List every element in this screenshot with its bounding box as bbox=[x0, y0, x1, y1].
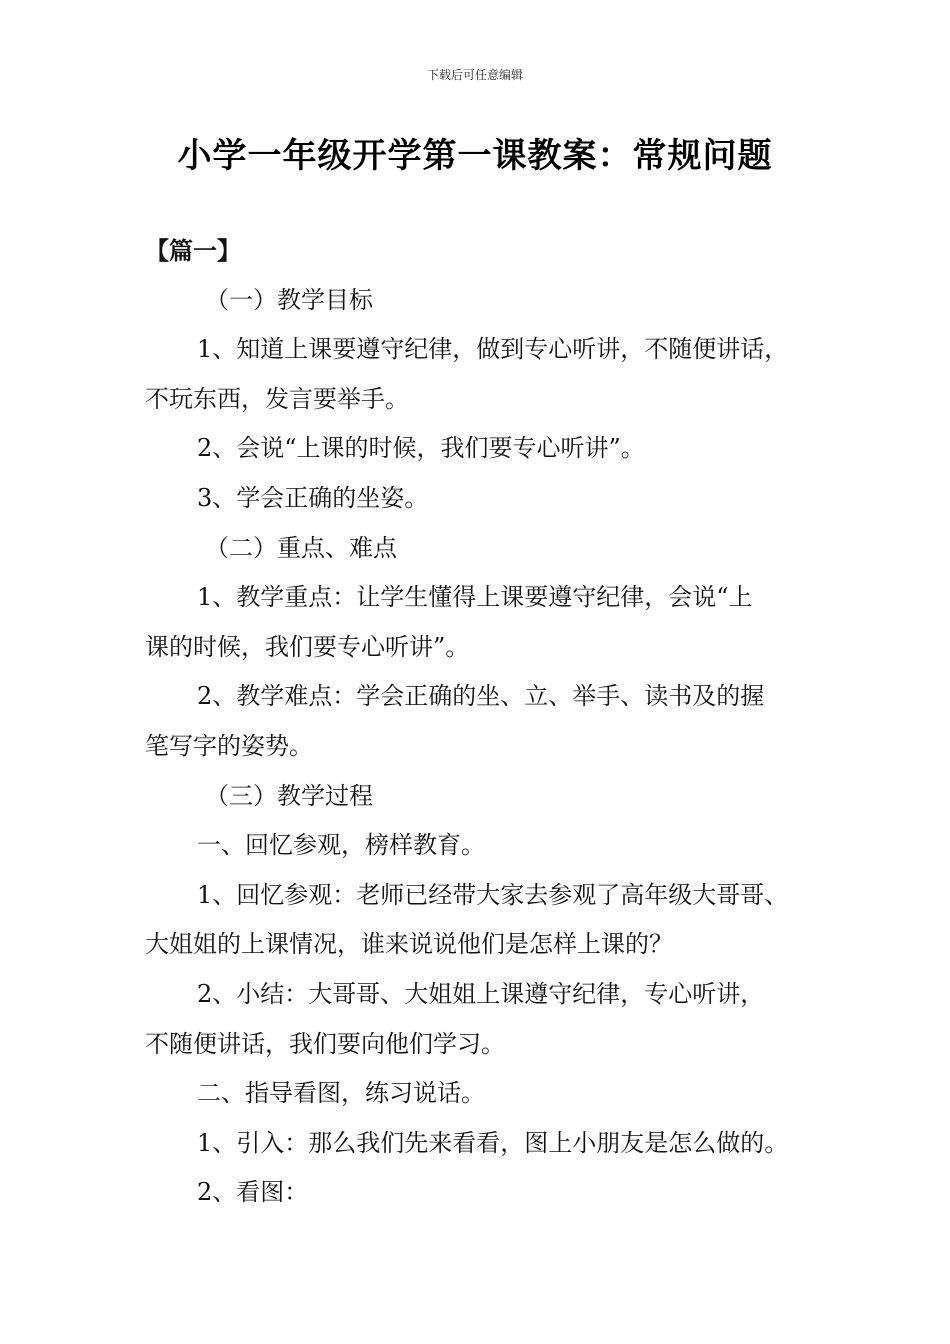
document-title: 小学一年级开学第一课教案：常规问题 bbox=[177, 136, 773, 176]
paragraph-line: 不玩东西，发言要举手。 bbox=[145, 384, 409, 413]
paragraph-line: 1、引入：那么我们先来看看，图上小朋友是怎么做的。 bbox=[197, 1128, 789, 1157]
header-note: 下载后可任意编辑 bbox=[426, 68, 523, 82]
paragraph-line: 课的时候，我们要专心听讲”。 bbox=[145, 632, 470, 661]
document-body bbox=[145, 226, 845, 1218]
paragraph-line: 笔写字的姿势。 bbox=[145, 731, 313, 760]
paragraph-line: 2、会说“上课的时候，我们要专心听讲”。 bbox=[197, 434, 645, 463]
subsection-heading: （二）重点、难点 bbox=[205, 533, 397, 562]
paragraph-line: 1、知道上课要遵守纪律，做到专心听讲，不随便讲话， bbox=[197, 335, 789, 364]
paragraph-line: 1、回忆参观：老师已经带大家去参观了高年级大哥哥、 bbox=[197, 880, 789, 909]
subsection-heading: （一）教学目标 bbox=[205, 285, 373, 314]
paragraph-line: 3、学会正确的坐姿。 bbox=[197, 483, 429, 512]
paragraph-line: 2、看图： bbox=[197, 1178, 309, 1207]
paragraph-line: 大姐姐的上课情况，谁来说说他们是怎样上课的？ bbox=[145, 930, 673, 959]
subsection-heading: （三）教学过程 bbox=[205, 781, 373, 810]
paragraph-line: 1、教学重点：让学生懂得上课要遵守纪律，会说“上 bbox=[197, 583, 753, 612]
paragraph-line: 2、教学难点：学会正确的坐、立、举手、读书及的握 bbox=[197, 682, 765, 711]
paragraph-line: 不随便讲话，我们要向他们学习。 bbox=[145, 1029, 505, 1058]
section-heading: 【篇一】 bbox=[145, 236, 241, 265]
paragraph-line: 二、指导看图，练习说话。 bbox=[197, 1079, 485, 1108]
paragraph-line: 一、回忆参观，榜样教育。 bbox=[197, 831, 485, 860]
paragraph-line: 2、小结：大哥哥、大姐姐上课遵守纪律，专心听讲， bbox=[197, 979, 765, 1008]
